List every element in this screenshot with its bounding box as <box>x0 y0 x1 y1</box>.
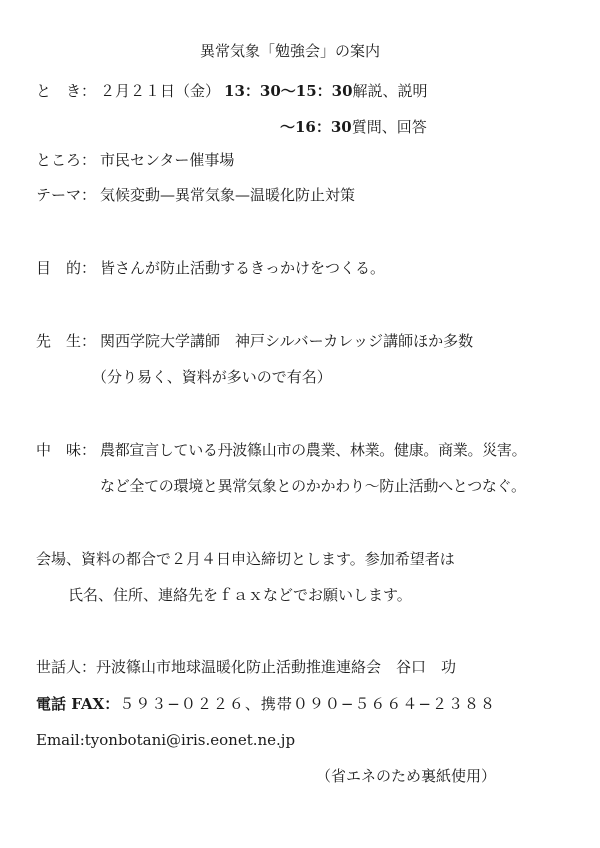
email-value[interactable]: tyonbotani@iris.eonet.ne.jp <box>84 731 296 749</box>
place-row <box>36 153 234 168</box>
purpose-label: 目 的： <box>36 259 97 277</box>
theme-label: テーマ： <box>36 186 97 204</box>
purpose-value: 皆さんが防止活動するきっかけをつくる。 <box>100 259 386 277</box>
phone-label: 電話 FAX： <box>36 695 120 713</box>
email-label: Email: <box>36 731 85 749</box>
page-title: 異常気象「勉強会」の案内 <box>200 42 381 60</box>
time-slot-1-desc: 解説、説明 <box>352 82 428 100</box>
notice-line-1: 会場、資料の都合で２月４日申込締切とします。参加希望者は <box>36 550 455 568</box>
content-line-2: など全ての環境と異常気象とのかかわり〜防止活動へとつなぐ。 <box>100 477 526 495</box>
time-slot-2-desc: 質問、回答 <box>351 118 427 136</box>
content-line-1: 農都宣言している丹波篠山市の農業、林業。健康。商業。災害。 <box>100 441 527 459</box>
teacher-note: （分り易く、資料が多いので有名） <box>92 368 332 386</box>
time-date: ２月２１日（金） <box>100 82 221 100</box>
theme-row <box>36 188 355 203</box>
place-value: 市民センター催事場 <box>100 151 235 169</box>
phone-row <box>36 697 496 712</box>
time-slot-2: 〜16：30 <box>280 118 352 136</box>
organizer-row <box>36 660 456 675</box>
phone-value: ５９３−０２２６、携帯０９０−５６６４−２３８８ <box>119 695 496 713</box>
organizer-value: 丹波篠山市地球温暖化防止活動推進連絡会 谷口 功 <box>96 658 457 676</box>
teacher-value: 関西学院大学講師 神戸シルバーカレッジ講師ほか多数 <box>100 332 474 350</box>
content-row <box>36 443 526 458</box>
purpose-row <box>36 261 385 276</box>
organizer-label: 世話人： <box>36 658 97 676</box>
time-row <box>36 84 428 99</box>
time-slot-1: 13：30〜15：30 <box>224 82 353 100</box>
place-label: ところ： <box>36 151 97 169</box>
theme-value: 気候変動—異常気象—温暖化防止対策 <box>100 186 356 204</box>
time-row-2 <box>280 120 427 135</box>
notice-line-2: 氏名、住所、連絡先をｆａｘなどでお願いします。 <box>68 586 412 604</box>
time-label: と き： <box>36 82 97 100</box>
teacher-row <box>36 334 473 349</box>
teacher-label: 先 生： <box>36 332 97 350</box>
content-label: 中 味： <box>36 441 97 459</box>
email-row <box>36 733 295 748</box>
footnote: （省エネのため裏紙使用） <box>316 767 497 785</box>
